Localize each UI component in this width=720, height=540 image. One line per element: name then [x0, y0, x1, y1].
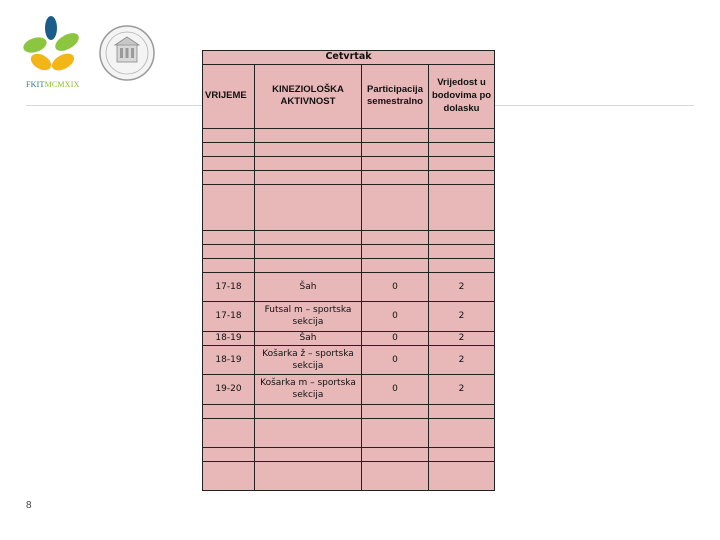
cell-participation: 0 — [362, 374, 429, 404]
cell-activity — [255, 404, 362, 418]
col-header-value: Vrijedost u bodovima po dolasku — [429, 64, 495, 128]
cell-time — [203, 447, 255, 461]
cell-time — [203, 230, 255, 244]
table-row — [203, 404, 495, 418]
cell-participation — [362, 404, 429, 418]
table-row — [203, 331, 495, 345]
cell-value — [429, 258, 495, 272]
table-row — [203, 374, 495, 404]
cell-participation — [362, 244, 429, 258]
cell-participation — [362, 142, 429, 156]
cell-activity: Košarka m – sportska sekcija — [255, 374, 362, 404]
cell-activity: Košarka ž – sportska sekcija — [255, 345, 362, 374]
cell-participation: 0 — [362, 301, 429, 331]
cell-value — [429, 142, 495, 156]
cell-participation: 0 — [362, 272, 429, 301]
table-row — [203, 301, 495, 331]
table-row — [203, 345, 495, 374]
cell-participation — [362, 156, 429, 170]
cell-time — [203, 404, 255, 418]
logo-wordmark: FKITMCMXIX — [26, 80, 80, 89]
cell-value: 2 — [429, 272, 495, 301]
cell-time — [203, 258, 255, 272]
university-seal-icon — [98, 24, 156, 82]
schedule-table — [202, 50, 495, 491]
cell-value — [429, 244, 495, 258]
cell-time — [203, 418, 255, 447]
cell-activity — [255, 142, 362, 156]
cell-value — [429, 128, 495, 142]
table-row — [203, 418, 495, 447]
cell-participation — [362, 128, 429, 142]
cell-time — [203, 156, 255, 170]
cell-participation — [362, 461, 429, 490]
table-row — [203, 447, 495, 461]
cell-value: 2 — [429, 301, 495, 331]
cell-value — [429, 447, 495, 461]
cell-time: 19-20 — [203, 374, 255, 404]
table-row — [203, 156, 495, 170]
cell-time — [203, 128, 255, 142]
cell-value — [429, 156, 495, 170]
cell-participation: 0 — [362, 345, 429, 374]
cell-activity: Šah — [255, 331, 362, 345]
cell-value — [429, 170, 495, 184]
table-row — [203, 272, 495, 301]
cell-activity — [255, 184, 362, 230]
table-row — [203, 184, 495, 230]
cell-value — [429, 230, 495, 244]
cell-value — [429, 404, 495, 418]
cell-participation — [362, 230, 429, 244]
cell-value: 2 — [429, 374, 495, 404]
cell-participation — [362, 184, 429, 230]
cell-activity — [255, 156, 362, 170]
table-row — [203, 142, 495, 156]
cell-time — [203, 170, 255, 184]
cell-value — [429, 184, 495, 230]
cell-activity — [255, 128, 362, 142]
cell-activity — [255, 418, 362, 447]
day-header: Četvrtak — [203, 51, 495, 65]
cell-activity: Šah — [255, 272, 362, 301]
cell-time: 18-19 — [203, 345, 255, 374]
cell-time — [203, 184, 255, 230]
cell-value: 2 — [429, 331, 495, 345]
cell-participation — [362, 170, 429, 184]
page-number: 8 — [26, 500, 32, 511]
cell-time: 18-19 — [203, 331, 255, 345]
cell-participation — [362, 258, 429, 272]
cell-value — [429, 418, 495, 447]
col-header-participation: Participacija semestralno — [362, 64, 429, 128]
cell-activity — [255, 170, 362, 184]
cell-time: 17-18 — [203, 301, 255, 331]
cell-activity — [255, 447, 362, 461]
col-header-time: VRIJEME — [203, 64, 255, 128]
col-header-activity: KINEZIOLOŠKA AKTIVNOST — [255, 64, 362, 128]
table-row — [203, 128, 495, 142]
cell-participation — [362, 418, 429, 447]
table-row — [203, 230, 495, 244]
cell-activity — [255, 230, 362, 244]
table-row — [203, 170, 495, 184]
cell-activity: Futsal m – sportska sekcija — [255, 301, 362, 331]
cell-activity — [255, 461, 362, 490]
cell-activity — [255, 258, 362, 272]
cell-time: 17-18 — [203, 272, 255, 301]
cell-time — [203, 461, 255, 490]
table-row — [203, 258, 495, 272]
cell-activity — [255, 244, 362, 258]
fkit-logo-icon — [22, 16, 82, 78]
cell-participation — [362, 447, 429, 461]
table-row — [203, 244, 495, 258]
cell-time — [203, 244, 255, 258]
cell-value: 2 — [429, 345, 495, 374]
cell-value — [429, 461, 495, 490]
table-row — [203, 461, 495, 490]
cell-time — [203, 142, 255, 156]
cell-participation: 0 — [362, 331, 429, 345]
